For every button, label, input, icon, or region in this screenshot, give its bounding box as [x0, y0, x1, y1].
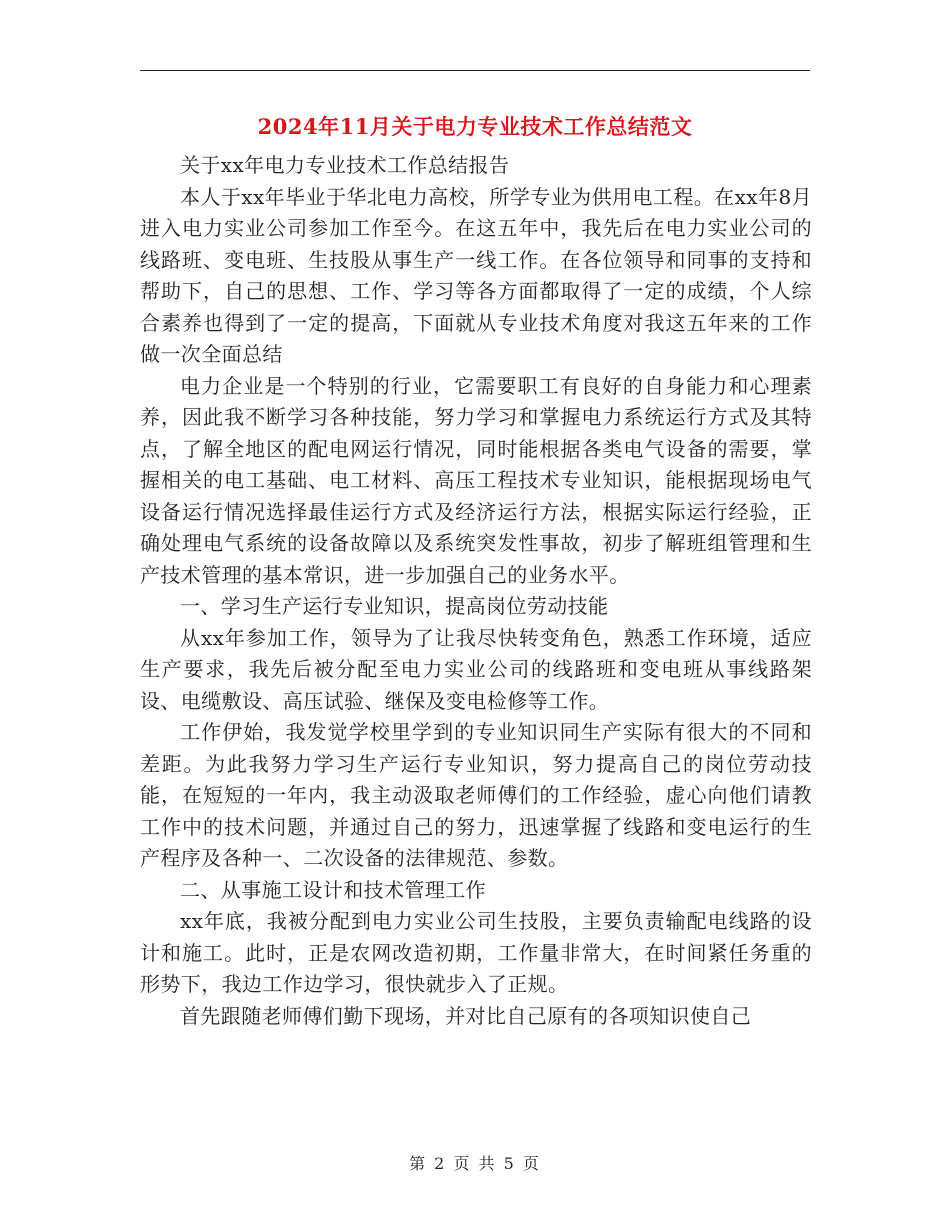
- body-paragraph-design: xx年底，我被分配到电力实业公司生技股，主要负责输配电线路的设计和施工。此时，正是农网改造初期，工作量非常大，在时间紧任务重的形势下，我边工作边学习，很快就步入了正规。: [140, 909, 812, 996]
- section-heading-1: 一、学习生产运行专业知识，提高岗位劳动技能: [180, 594, 609, 618]
- section-heading-2: 二、从事施工设计和技术管理工作: [180, 877, 486, 902]
- body-paragraph-fieldwork: 首先跟随老师傅们勤下现场，并对比自己原有的各项知识使自己: [180, 1003, 752, 1028]
- document-title: 2024年11月关于电力专业技术工作总结范文: [257, 114, 693, 139]
- body-paragraph-assignment: 从xx年参加工作，领导为了让我尽快转变角色，熟悉工作环境，适应生产要求，我先后被分配至电力实业公司的线路班和变电班从事线路架设、电缆敷设、高压试验、继保及变电检修等工作。: [140, 625, 812, 713]
- body-paragraph-learning: 工作伊始，我发觉学校里学到的专业知识同生产实际有很大的不同和差距。为此我努力学习生产运行专业知识，努力提高自己的岗位劳动技能，在短短的一年内，我主动汲取老师傅们的工作经验，虚心向他们请教工作中的技术问题，并通过自己的努力，迅速掌握了线路和变电运行的生产程序及各种一、二次设备的法律规范、参数。: [140, 720, 812, 870]
- page-number: 第 2 页 共 5 页: [409, 1154, 541, 1173]
- body-paragraph-industry: 电力企业是一个特别的行业，它需要职工有良好的自身能力和心理素养，因此我不断学习各种技能，努力学习和掌握电力系统运行方式及其特点，了解全地区的配电网运行情况，同时能根据各类电气设备的需要，掌握相关的电工基础、电工材料、高压工程技术专业知识，能根据现场电气设备运行情况选择最佳运行方式及经济运行方法，根据实际运行经验，正确处理电气系统的设备故障以及系统突发性事故，初步了解班组管理和生产技术管理的基本常识，进一步加强自己的业务水平。: [140, 373, 812, 587]
- body-paragraph-intro: 本人于xx年毕业于华北电力高校，所学专业为供用电工程。在xx年8月进入电力实业公司参加工作至今。在这五年中，我先后在电力实业公司的线路班、变电班、生技股从事生产一线工作。在各位领导和同事的支持和帮助下，自己的思想、工作、学习等各方面都取得了一定的成绩，个人综合素养也得到了一定的提高，下面就从专业技术角度对我这五年来的工作做一次全面总结: [140, 184, 812, 366]
- header-rule: [140, 70, 810, 71]
- document-body: [140, 150, 812, 1032]
- report-subtitle: 关于xx年电力专业技术工作总结报告: [180, 153, 510, 177]
